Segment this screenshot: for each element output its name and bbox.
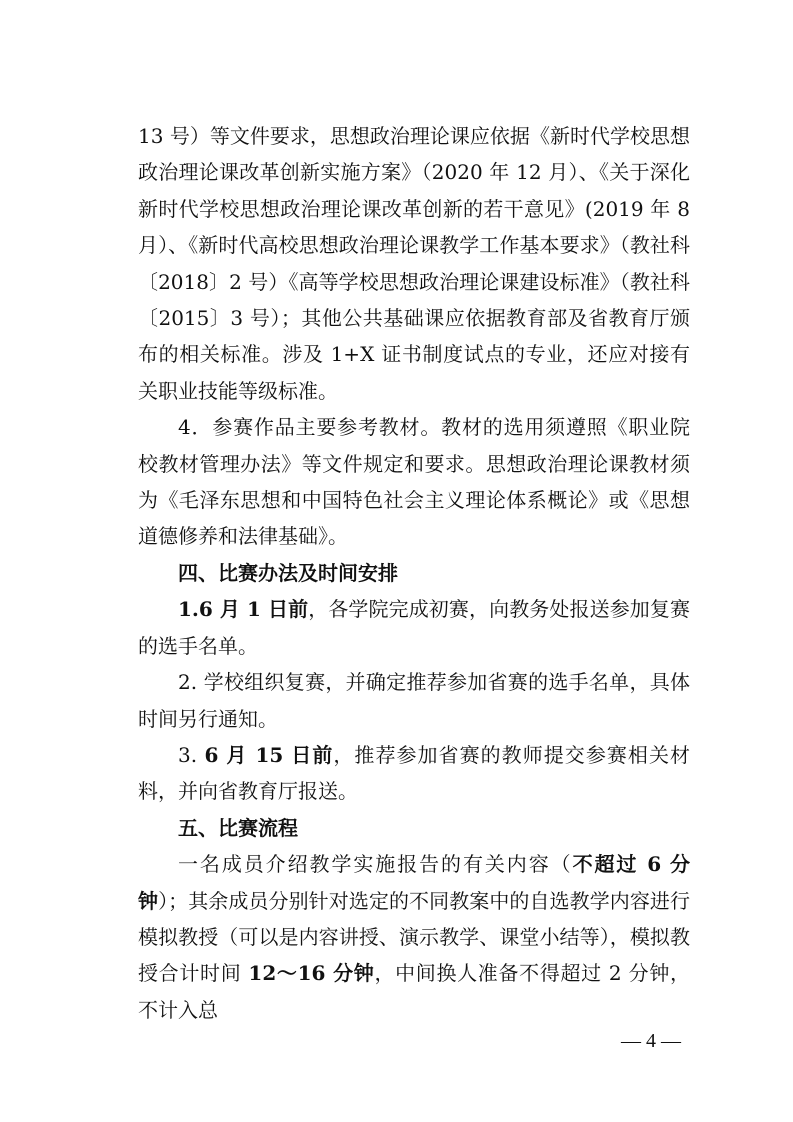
paragraph-text: ，中间换人准备不得超过 2 分钟，不计入总 — [138, 961, 691, 1022]
paragraph-schedule-3 — [138, 737, 690, 810]
paragraph-text: 13 号）等文件要求，思想政治理论课应依据《新时代学校思想政治理论课改革创新实施方案》（2020 年 12 月）、《关于深化新时代学校思想政治理论课改革创新的若干意见》(2019 年 8 月）、《新时代高校思想政治理论课教学工作基本要求》（教社科〔2018〕2 号）《高等学校思想政治理论课建设标准》（教社科〔2015〕3 号）；其他公共基础课应依据教育部及省教育厅颁布的相关标准。涉及 1+X 证书制度试点的专业，还应对接有关职业技能等级标准。 — [138, 124, 690, 403]
time-limit-bold: 12～16 分钟 — [248, 961, 375, 986]
section-heading-4: 四、比赛办法及时间安排 — [178, 560, 398, 585]
deadline-bold: 6 月 15 日前 — [204, 742, 334, 767]
paragraph-schedule-2 — [138, 664, 690, 737]
item-number: 3. — [178, 742, 205, 767]
page-number: — 4 — — [621, 1030, 681, 1052]
document-body — [138, 118, 690, 1028]
paragraph-text: ，推荐参加省赛的教师提交参赛相关材料，并向省教育厅报送。 — [138, 742, 690, 804]
paragraph-text: 4．参赛作品主要参考教材。教材的选用须遵照《职业院校教材管理办法》等文件规定和要求。思想政治理论课教材须为《毛泽东思想和中国特色社会主义理论体系概论》或《思想道德修养和法律基础》。 — [138, 415, 690, 549]
paragraph-text: ，各学院完成初赛，向教务处报送参加复赛的选手名单。 — [138, 597, 690, 658]
time-limit-bold: 不超过 6 分钟 — [138, 852, 691, 913]
paragraph-requirements — [138, 118, 690, 409]
paragraph-text: ）；其余成员分别针对选定的不同教案中的自选教学内容进行模拟教授（可以是内容讲授、演示教学、课堂小结等），模拟教授合计时间 — [138, 888, 691, 986]
paragraph-process — [138, 846, 690, 1028]
deadline-bold: 1.6 月 1 日前 — [178, 597, 309, 622]
paragraph-schedule-1 — [138, 591, 690, 664]
paragraph-text: 2. 学校组织复赛，并确定推荐参加省赛的选手名单，具体时间另行通知。 — [138, 670, 690, 731]
paragraph-textbooks — [138, 409, 690, 555]
paragraph-text: 一名成员介绍教学实施报告的有关内容（ — [178, 852, 573, 877]
section-heading-5: 五、比赛流程 — [178, 815, 298, 840]
